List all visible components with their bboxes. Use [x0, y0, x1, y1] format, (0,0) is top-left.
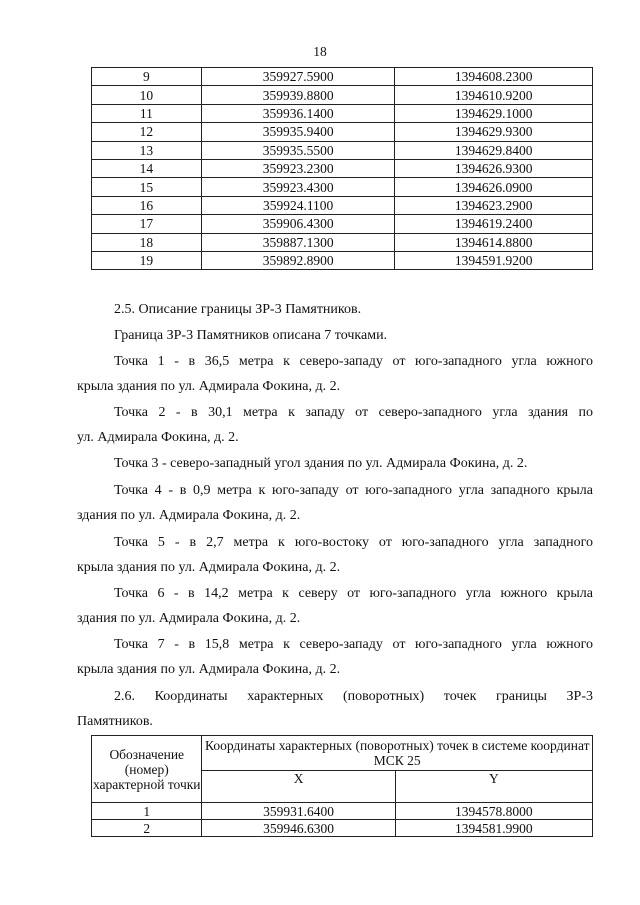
table-cell-x: 359935.9400 — [201, 123, 395, 141]
table-cell-y: 1394629.9300 — [395, 123, 593, 141]
header-coordinates: Координаты характерных (поворотных) точек в системе координат МСК 25 — [202, 736, 593, 771]
table-cell-point: 1 — [92, 803, 202, 820]
point-description-line: здания по ул. Адмирала Фокина, д. 2. — [77, 611, 301, 626]
table-cell-point: 12 — [92, 123, 202, 141]
point-description-line: Точка 2 - в 30,1 метра к западу от северо-западного угла здания по — [114, 405, 593, 420]
table-cell-x: 359931.6400 — [202, 803, 395, 820]
section-heading-line: 2.6. Координаты характерных (поворотных) точек границы ЗР-3 — [114, 689, 593, 704]
table-cell-y: 1394626.9300 — [395, 159, 593, 177]
table-row — [92, 141, 593, 159]
table-cell-x: 359939.8800 — [201, 86, 395, 104]
table-header-row — [92, 736, 593, 771]
table-row — [92, 159, 593, 177]
table-cell-y: 1394581.9900 — [395, 820, 592, 837]
table-row — [92, 215, 593, 233]
point-description-5 — [77, 530, 593, 580]
table-row — [92, 820, 593, 837]
table-cell-x: 359923.2300 — [201, 159, 395, 177]
point-description-1 — [77, 349, 593, 399]
table-cell-x: 359927.5900 — [201, 68, 395, 86]
table-cell-x: 359906.4300 — [201, 215, 395, 233]
table-cell-x: 359924.1100 — [201, 196, 395, 214]
table-row — [92, 803, 593, 820]
point-description-line: Точка 7 - в 15,8 метра к северо-западу от юго-западного угла южного — [114, 637, 593, 652]
table-cell-x: 359936.1400 — [201, 104, 395, 122]
table-cell-x: 359887.1300 — [201, 233, 395, 251]
table-row — [92, 104, 593, 122]
point-description-line: крыла здания по ул. Адмирала Фокина, д. 2. — [77, 560, 341, 575]
point-description-6 — [77, 581, 593, 631]
table-cell-y: 1394619.2400 — [395, 215, 593, 233]
point-description-line: Точка 5 - в 2,7 метра к юго-востоку от юго-западного угла западного — [114, 535, 593, 550]
section-heading-line: Памятников. — [77, 714, 153, 729]
table-cell-point: 11 — [92, 104, 202, 122]
table-cell-point: 9 — [92, 68, 202, 86]
coordinates-table-continued — [91, 67, 593, 270]
table-cell-y: 1394610.9200 — [395, 86, 593, 104]
point-description-4 — [77, 478, 593, 528]
table-cell-y: 1394629.1000 — [395, 104, 593, 122]
table-row — [92, 68, 593, 86]
table-cell-point: 16 — [92, 196, 202, 214]
table-cell-x: 359935.5500 — [201, 141, 395, 159]
coordinates-table — [91, 735, 593, 837]
point-description-3 — [77, 451, 593, 476]
point-description-line: крыла здания по ул. Адмирала Фокина, д. 2. — [77, 379, 341, 394]
table-cell-y: 1394629.8400 — [395, 141, 593, 159]
table-row — [92, 178, 593, 196]
header-point-designation: Обозначение (номер) характерной точки — [92, 736, 202, 803]
point-description-line: Точка 6 - в 14,2 метра к северу от юго-западного угла южного крыла — [114, 586, 593, 601]
header-y: Y — [395, 771, 592, 803]
table-cell-point: 15 — [92, 178, 202, 196]
table-row — [92, 86, 593, 104]
table-cell-y: 1394614.8800 — [395, 233, 593, 251]
point-description-line: Точка 3 - северо-западный угол здания по ул. Адмирала Фокина, д. 2. — [114, 456, 528, 471]
page-number: 18 — [313, 44, 327, 59]
point-description-line: здания по ул. Адмирала Фокина, д. 2. — [77, 508, 301, 523]
table-cell-y: 1394626.0900 — [395, 178, 593, 196]
point-description-line: крыла здания по ул. Адмирала Фокина, д. 2. — [77, 662, 341, 677]
table-row — [92, 196, 593, 214]
table-cell-point: 19 — [92, 251, 202, 269]
point-description-2 — [77, 400, 593, 450]
table-cell-point: 18 — [92, 233, 202, 251]
section-heading-2-6 — [77, 684, 593, 734]
table-row — [92, 123, 593, 141]
point-description-line: Точка 4 - в 0,9 метра к юго-западу от юго-западного угла западного крыла — [114, 483, 593, 498]
section-heading-2-5: 2.5. Описание границы ЗР-3 Памятников. — [114, 302, 362, 317]
table-cell-y: 1394591.9200 — [395, 251, 593, 269]
point-description-7 — [77, 632, 593, 682]
table-cell-y: 1394623.2900 — [395, 196, 593, 214]
table-cell-x: 359892.8900 — [201, 251, 395, 269]
section-intro: Граница ЗР-3 Памятников описана 7 точками. — [114, 328, 388, 343]
header-x: X — [202, 771, 395, 803]
table-cell-point: 2 — [92, 820, 202, 837]
table-cell-x: 359946.6300 — [202, 820, 395, 837]
table-cell-point: 13 — [92, 141, 202, 159]
table-row — [92, 233, 593, 251]
table-cell-y: 1394608.2300 — [395, 68, 593, 86]
table-cell-point: 14 — [92, 159, 202, 177]
table-cell-y: 1394578.8000 — [395, 803, 592, 820]
table-row — [92, 251, 593, 269]
table-cell-point: 17 — [92, 215, 202, 233]
table-cell-point: 10 — [92, 86, 202, 104]
table-cell-x: 359923.4300 — [201, 178, 395, 196]
point-description-line: Точка 1 - в 36,5 метра к северо-западу от юго-западного угла южного — [114, 354, 593, 369]
point-description-line: ул. Адмирала Фокина, д. 2. — [77, 430, 239, 445]
